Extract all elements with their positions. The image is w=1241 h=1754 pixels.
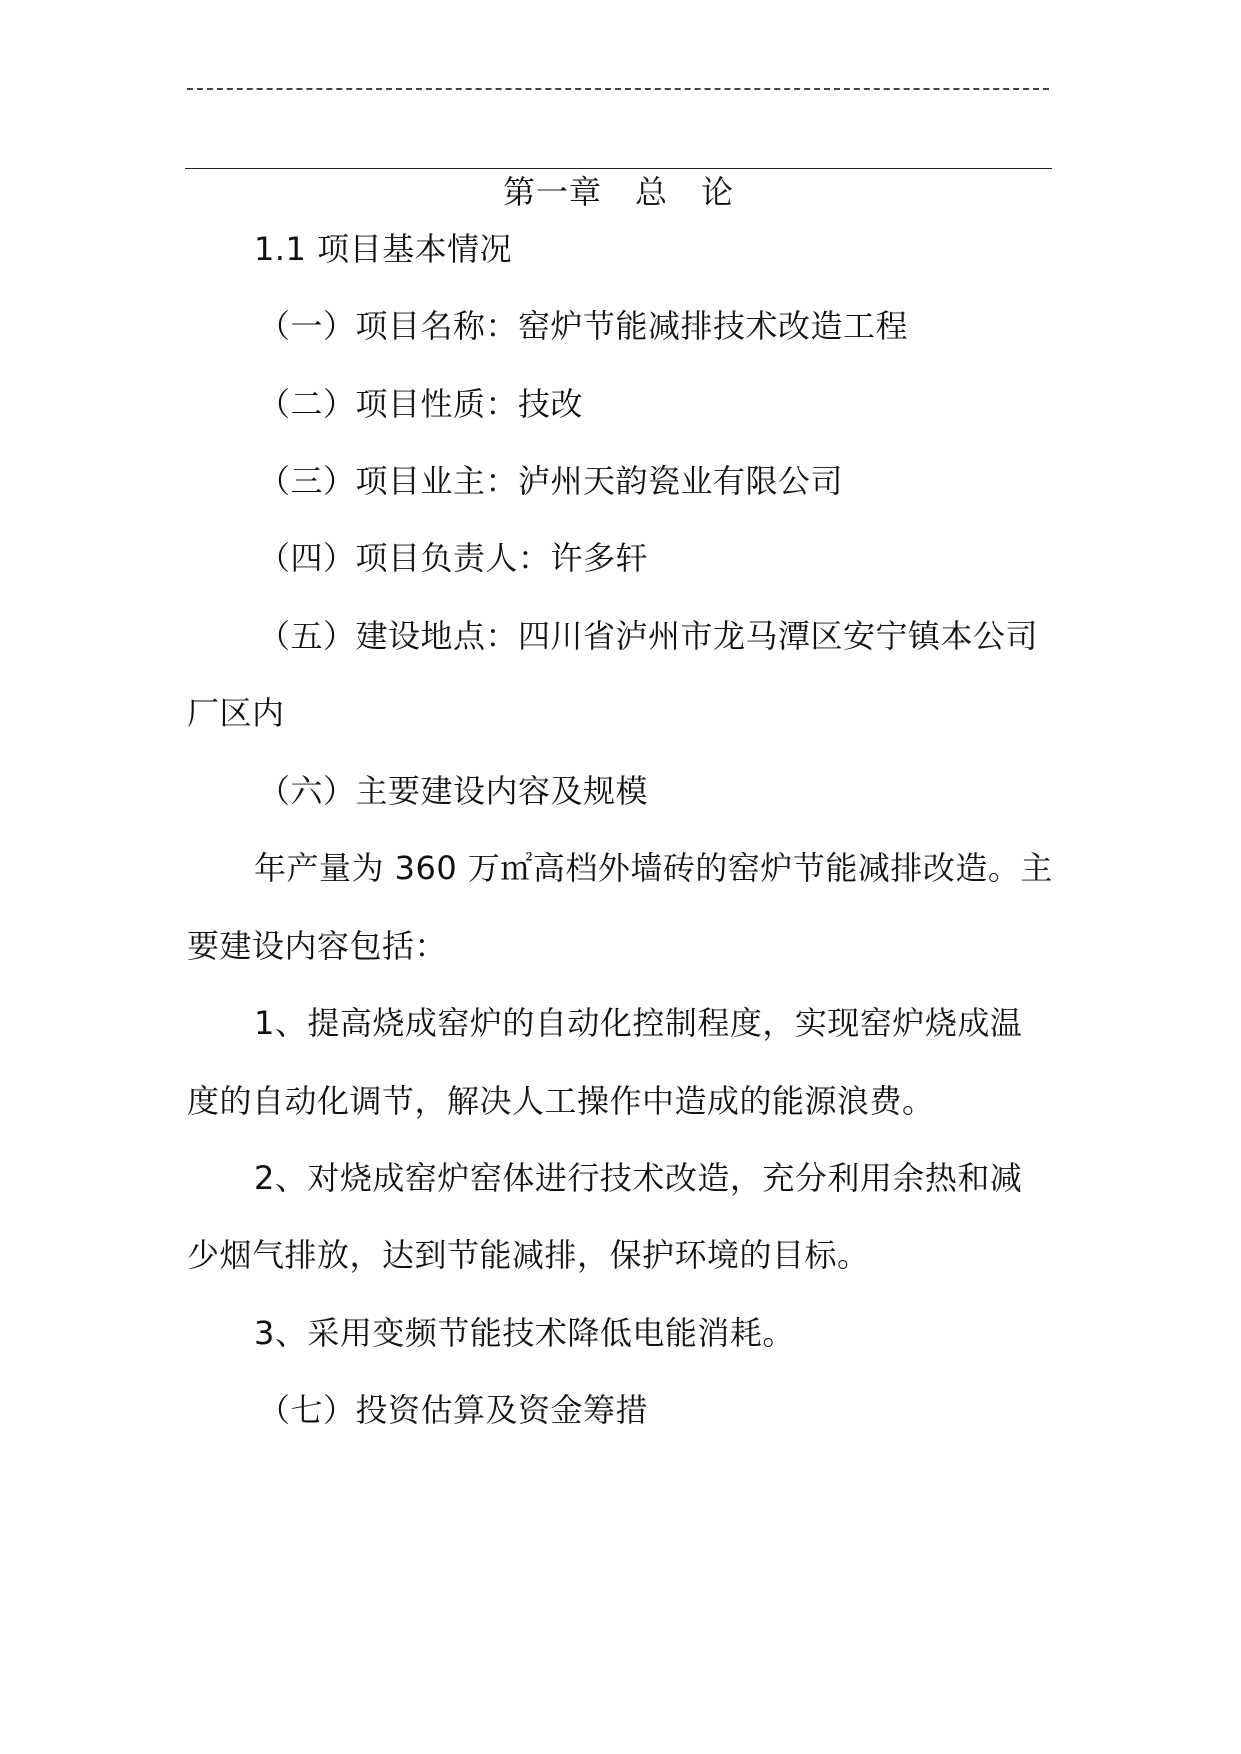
- scope-intro: 年产量为 360 万㎡高档外墙砖的窑炉节能减排改造。主: [254, 849, 1053, 887]
- item-project-nature: （二）项目性质：技改: [258, 385, 584, 423]
- scope-intro-cont: 要建设内容包括：: [187, 927, 448, 965]
- header-rule: [185, 168, 1052, 169]
- scope-point-1: 1、提高烧成窑炉的自动化控制程度，实现窑炉烧成温: [254, 1004, 1023, 1042]
- item-scope-heading: （六）主要建设内容及规模: [258, 772, 649, 810]
- header-dashed-line: [187, 88, 1049, 90]
- scope-point-2-cont: 少烟气排放，达到节能减排，保护环境的目标。: [187, 1236, 870, 1274]
- scope-point-1-cont: 度的自动化调节，解决人工操作中造成的能源浪费。: [187, 1082, 935, 1120]
- item-project-name: （一）项目名称：窑炉节能减排技术改造工程: [258, 307, 909, 345]
- item-project-location: （五）建设地点：四川省泸州市龙马潭区安宁镇本公司: [258, 617, 1039, 655]
- section-heading: 1.1 项目基本情况: [254, 230, 513, 268]
- item-project-location-cont: 厂区内: [187, 694, 285, 732]
- chapter-title: 第一章 总 论: [502, 173, 734, 211]
- item-project-owner: （三）项目业主：泸州天韵瓷业有限公司: [258, 462, 844, 500]
- item-project-leader: （四）项目负责人：许多轩: [258, 539, 649, 577]
- scope-point-2: 2、对烧成窑炉窑体进行技术改造，充分利用余热和减: [254, 1159, 1023, 1197]
- scope-point-3: 3、采用变频节能技术降低电能消耗。: [254, 1314, 795, 1352]
- item-investment-heading: （七）投资估算及资金筹措: [258, 1391, 649, 1429]
